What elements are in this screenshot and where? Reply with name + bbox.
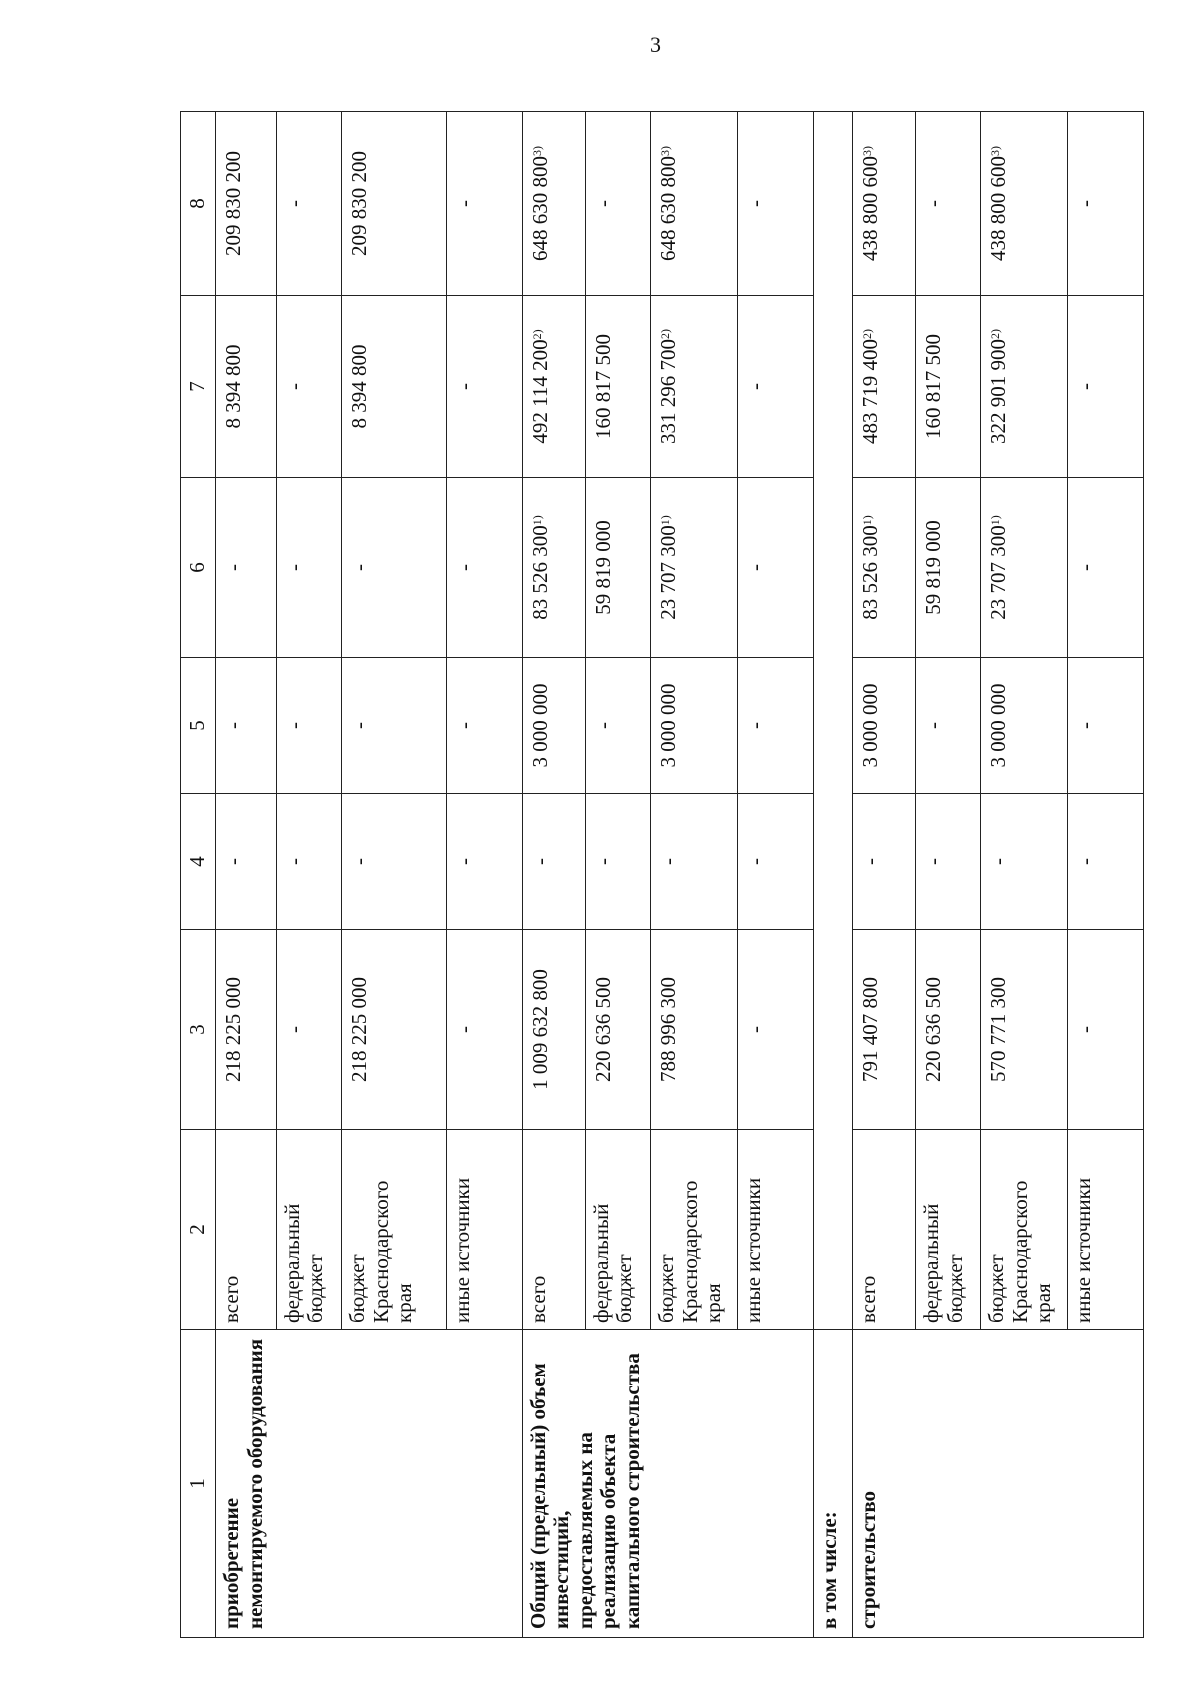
value-text: 220 636 500 (590, 977, 615, 1082)
value-cell (981, 794, 1068, 930)
funding-source: федеральный бюджет (915, 1130, 980, 1330)
value-text: 220 636 500 (920, 977, 945, 1082)
value-text: 648 630 800 (527, 156, 552, 261)
value-cell (276, 930, 341, 1130)
section-title: строительство (852, 1330, 1143, 1638)
value-cell (216, 930, 277, 1130)
value-text: - (1072, 383, 1097, 390)
value-text: - (1072, 858, 1097, 865)
value-text: 83 526 300 (527, 525, 552, 620)
value-text: - (221, 564, 245, 571)
investment-table (180, 111, 1144, 1638)
funding-source: федеральный бюджет (276, 1130, 341, 1330)
value-text: 23 707 300 (986, 525, 1011, 620)
value-cell (852, 794, 915, 930)
section-title: в том числе: (813, 1330, 852, 1638)
value-text: - (920, 200, 945, 207)
column-header: 2 (181, 1130, 216, 1330)
value-cell (915, 794, 980, 930)
value-cell (651, 478, 738, 658)
value-cell (216, 478, 277, 658)
value-text: - (451, 564, 476, 571)
empty-cell (813, 112, 852, 1330)
header-row (181, 112, 216, 1638)
footnote-marker: 3) (859, 146, 874, 156)
footnote-marker: 1) (658, 515, 673, 526)
value-text: 160 817 500 (920, 334, 945, 439)
value-cell (651, 794, 738, 930)
value-text: - (281, 1026, 306, 1033)
value-cell (216, 794, 277, 930)
value-cell (276, 478, 341, 658)
value-cell (737, 112, 813, 296)
footnote-marker: 3) (529, 146, 544, 156)
value-text: 438 800 600 (986, 156, 1011, 261)
value-text: - (281, 200, 306, 207)
footnote-marker: 3) (988, 146, 1003, 156)
value-text: - (347, 858, 372, 865)
value-text: - (1072, 564, 1097, 571)
table-row (216, 112, 277, 1638)
value-text: - (590, 858, 615, 865)
value-text: - (1072, 722, 1097, 729)
subheader-row (813, 112, 852, 1638)
value-cell (1067, 478, 1143, 658)
value-cell (981, 296, 1068, 478)
value-cell (522, 478, 585, 658)
value-cell (342, 112, 446, 296)
value-cell (585, 794, 650, 930)
value-text: - (347, 722, 372, 729)
value-text: 3 000 000 (986, 683, 1011, 768)
value-text: 3 000 000 (527, 683, 552, 768)
value-text: - (281, 722, 306, 729)
value-cell (522, 930, 585, 1130)
table-row (852, 112, 915, 1638)
value-cell (276, 112, 341, 296)
value-cell (981, 658, 1068, 794)
footnote-marker: 1) (529, 515, 544, 526)
funding-source: бюджет Краснодарского края (342, 1130, 446, 1330)
value-cell (737, 658, 813, 794)
value-text: - (527, 858, 552, 865)
value-cell (1067, 112, 1143, 296)
value-text: 788 996 300 (656, 977, 681, 1082)
column-header: 1 (181, 1330, 216, 1638)
value-cell (651, 930, 738, 1130)
value-cell (981, 930, 1068, 1130)
column-header: 8 (181, 112, 216, 296)
value-cell (737, 794, 813, 930)
section-title: приобретение немонтируемого оборудования (216, 1330, 523, 1638)
value-text: 59 819 000 (920, 520, 945, 615)
value-text: - (590, 200, 615, 207)
value-text: - (451, 858, 476, 865)
value-cell (585, 658, 650, 794)
column-header: 6 (181, 478, 216, 658)
table-body (216, 112, 1144, 1638)
value-text: - (857, 858, 882, 865)
column-header: 5 (181, 658, 216, 794)
value-cell (1067, 930, 1143, 1130)
value-text: 59 819 000 (590, 520, 615, 615)
value-text: 492 114 200 (527, 339, 552, 444)
value-cell (1067, 658, 1143, 794)
footnote-marker: 3) (658, 146, 673, 156)
value-cell (915, 112, 980, 296)
column-header: 7 (181, 296, 216, 478)
value-text: 218 225 000 (221, 977, 245, 1082)
value-text: 1 009 632 800 (527, 969, 552, 1090)
value-text: - (590, 722, 615, 729)
value-cell (915, 296, 980, 478)
footnote-marker: 1) (859, 515, 874, 526)
value-cell (1067, 794, 1143, 930)
value-cell (342, 794, 446, 930)
value-cell (216, 658, 277, 794)
value-text: 8 394 800 (347, 344, 372, 429)
footnote-marker: 2) (529, 329, 544, 340)
value-text: 570 771 300 (986, 977, 1011, 1082)
value-text: 648 630 800 (656, 156, 681, 261)
value-text: 438 800 600 (857, 156, 882, 261)
value-text: 3 000 000 (857, 683, 882, 768)
value-cell (446, 930, 522, 1130)
value-cell (276, 794, 341, 930)
value-text: - (742, 383, 767, 390)
value-text: - (742, 200, 767, 207)
value-cell (1067, 296, 1143, 478)
value-text: - (1072, 200, 1097, 207)
value-cell (522, 658, 585, 794)
footnote-marker: 2) (988, 329, 1003, 339)
value-cell (852, 930, 915, 1130)
table-row (522, 112, 585, 1638)
footnote-marker: 2) (658, 329, 673, 339)
value-cell (446, 478, 522, 658)
value-text: - (1072, 1026, 1097, 1033)
column-header: 4 (181, 794, 216, 930)
value-text: - (221, 722, 245, 729)
funding-source: всего (852, 1130, 915, 1330)
value-text: - (742, 858, 767, 865)
value-cell (852, 296, 915, 478)
funding-source: иные источники (446, 1130, 522, 1330)
value-text: - (986, 858, 1011, 865)
value-text: - (281, 564, 306, 571)
value-text: - (451, 1026, 476, 1033)
value-cell (915, 478, 980, 658)
value-cell (585, 112, 650, 296)
value-text: 23 707 300 (656, 525, 681, 620)
funding-source: федеральный бюджет (585, 1130, 650, 1330)
value-text: - (451, 200, 476, 207)
funding-source: всего (216, 1130, 277, 1330)
value-text: 209 830 200 (221, 151, 245, 256)
value-cell (216, 296, 277, 478)
value-cell (737, 296, 813, 478)
value-text: 209 830 200 (347, 151, 372, 256)
value-cell (915, 930, 980, 1130)
value-cell (522, 296, 585, 478)
value-cell (342, 930, 446, 1130)
value-text: - (281, 858, 306, 865)
value-cell (981, 478, 1068, 658)
value-cell (276, 296, 341, 478)
value-text: - (221, 858, 245, 865)
value-text: 331 296 700 (656, 339, 681, 444)
value-cell (342, 296, 446, 478)
value-text: 791 407 800 (857, 977, 882, 1082)
funding-source: всего (522, 1130, 585, 1330)
value-cell (446, 296, 522, 478)
value-cell (852, 658, 915, 794)
value-text: 322 901 900 (986, 339, 1011, 444)
value-cell (585, 478, 650, 658)
value-text: 483 719 400 (857, 339, 882, 444)
value-cell (522, 794, 585, 930)
page-number: 3 (650, 32, 661, 57)
footnote-marker: 1) (988, 515, 1003, 526)
value-cell (737, 930, 813, 1130)
value-cell (651, 296, 738, 478)
value-text: - (656, 858, 681, 865)
section-title: Общий (предельный) объем инвестиций, предоставляемых на реализацию объекта капитального строительства (522, 1330, 813, 1638)
column-header: 3 (181, 930, 216, 1130)
value-text: - (451, 383, 476, 390)
value-cell (446, 658, 522, 794)
value-text: - (742, 722, 767, 729)
rotated-table-container (180, 112, 1144, 1638)
value-text: - (451, 722, 476, 729)
funding-source: бюджет Краснодарского края (651, 1130, 738, 1330)
funding-source: иные источники (1067, 1130, 1143, 1330)
value-cell (852, 112, 915, 296)
value-text: 83 526 300 (857, 525, 882, 620)
value-cell (446, 112, 522, 296)
value-text: 3 000 000 (656, 683, 681, 768)
value-cell (522, 112, 585, 296)
value-text: - (281, 383, 306, 390)
value-text: 8 394 800 (221, 344, 245, 429)
value-text: - (347, 564, 372, 571)
value-text: - (920, 858, 945, 865)
value-cell (446, 794, 522, 930)
footnote-marker: 2) (859, 329, 874, 339)
value-cell (216, 112, 277, 296)
funding-source: бюджет Краснодарского края (981, 1130, 1068, 1330)
funding-source: иные источники (737, 1130, 813, 1330)
value-cell (852, 478, 915, 658)
rotated-table-frame (180, 112, 1144, 1638)
value-text: - (742, 564, 767, 571)
value-text: - (742, 1026, 767, 1033)
value-cell (342, 478, 446, 658)
value-cell (737, 478, 813, 658)
value-cell (342, 658, 446, 794)
value-cell (981, 112, 1068, 296)
value-cell (585, 930, 650, 1130)
value-cell (915, 658, 980, 794)
value-cell (651, 658, 738, 794)
value-cell (585, 296, 650, 478)
value-cell (276, 658, 341, 794)
value-text: 160 817 500 (590, 334, 615, 439)
value-text: - (920, 722, 945, 729)
value-text: 218 225 000 (347, 977, 372, 1082)
value-cell (651, 112, 738, 296)
